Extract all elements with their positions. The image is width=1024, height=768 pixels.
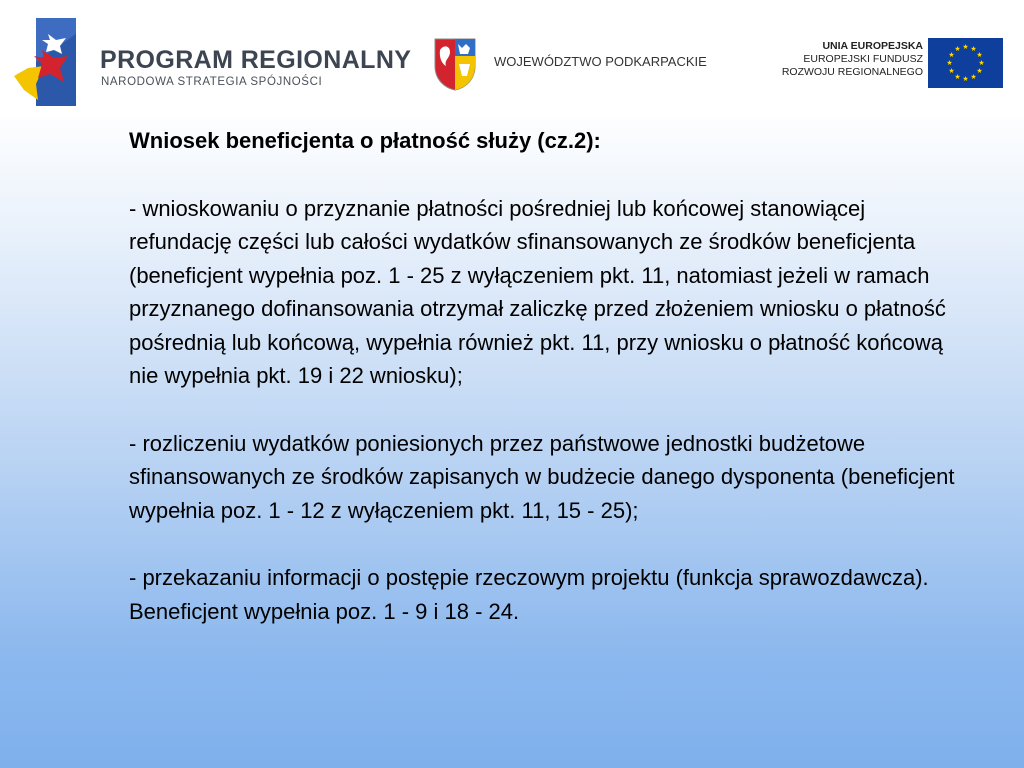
eu-fund-label — [782, 40, 923, 79]
svg-text:★: ★ — [954, 45, 961, 53]
program-subtitle: NARODOWA STRATEGIA SPÓJNOŚCI — [101, 76, 323, 88]
svg-text:★: ★ — [946, 59, 953, 67]
voivodeship-name: WOJEWÓDZTWO PODKARPACKIE — [494, 54, 707, 69]
slide-content — [129, 124, 959, 628]
svg-text:★: ★ — [954, 73, 961, 81]
svg-text:★: ★ — [948, 67, 955, 75]
svg-text:★: ★ — [970, 73, 977, 81]
eu-line-3: ROZWOJU REGIONALNEGO — [781, 66, 923, 78]
svg-text:★: ★ — [976, 67, 983, 75]
paragraph-3: - przekazaniu informacji o postępie rzeczowym projektu (funkcja sprawozdawcza). Beneficjent wypełnia poz. 1 - 9 i 18 - 24. — [129, 565, 929, 624]
paragraph-1: - wnioskowaniu o przyznanie płatności pośredniej lub końcowej stanowiącej refundację części lub całości wydatków sfinansowanych ze środków beneficjenta (beneficjent wypełnia poz. 1 - 25 z wyłączeniem pkt. 11, natomiast jeżeli w ramach przyznanego dofinansowania otrzymał zaliczkę przed złożeniem wniosku o płatność pośrednią lub końcową, wypełnia również pkt. 11, przy wniosku o płatność końcową nie wypełnia pkt. 19 i 22 wniosku); — [129, 195, 946, 388]
podkarpackie-crest-icon — [432, 36, 478, 92]
svg-text:★: ★ — [978, 59, 985, 67]
program-title: PROGRAM REGIONALNY — [100, 46, 412, 74]
program-regionalny-logo — [14, 14, 84, 110]
eu-flag-icon — [928, 38, 1003, 88]
eu-line-2: EUROPEJSKI FUNDUSZ — [803, 53, 923, 65]
svg-text:★: ★ — [962, 75, 969, 83]
spacer — [129, 393, 959, 427]
slide-header — [0, 0, 1024, 118]
svg-text:★: ★ — [970, 45, 977, 53]
svg-text:★: ★ — [948, 51, 955, 59]
eu-line-1: UNIA EUROPEJSKA — [822, 40, 923, 52]
paragraph-2: - rozliczeniu wydatków poniesionych przez państwowe jednostki budżetowe sfinansowanych ze środków zapisanych w budżecie danego dysponenta (beneficjent wypełnia poz. 1 - 12 z wyłączeniem pkt. 11, 15 - 25); — [129, 430, 955, 523]
spacer — [129, 158, 959, 192]
svg-text:★: ★ — [976, 51, 983, 59]
slide-title: Wniosek beneficjenta o płatność służy (cz.2): — [129, 128, 601, 153]
spacer — [129, 527, 959, 561]
svg-text:★: ★ — [962, 43, 969, 51]
